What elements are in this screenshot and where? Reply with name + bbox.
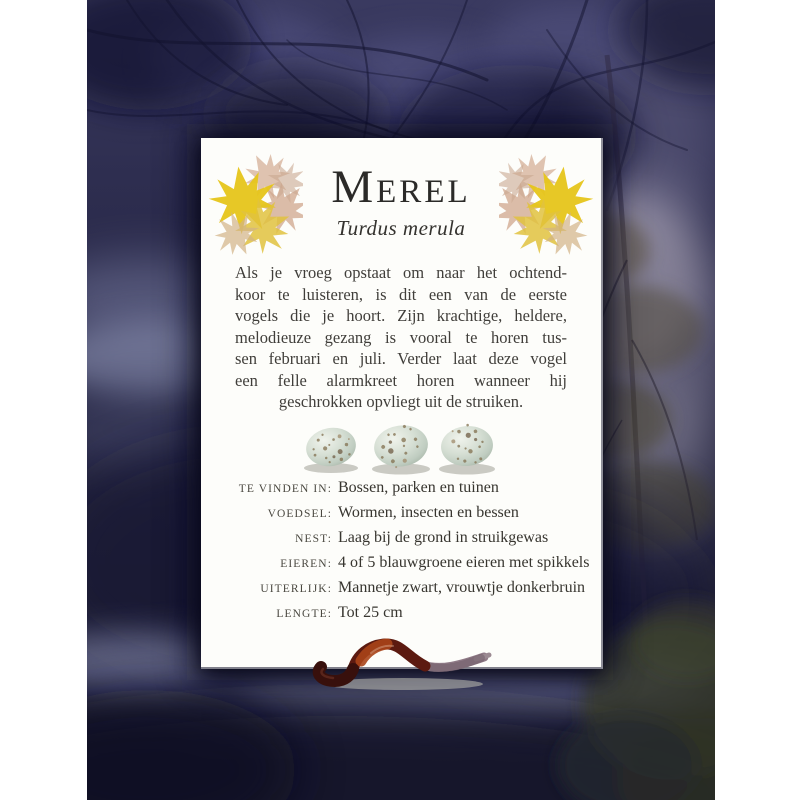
fact-row — [201, 529, 601, 547]
latin-name: Turdus merula — [336, 216, 466, 240]
intro-paragraph — [235, 262, 567, 413]
fact-row — [201, 604, 601, 622]
page-title: Merel — [331, 161, 471, 213]
fact-label: EIEREN: — [280, 557, 332, 570]
fact-label: VOEDSEL: — [267, 507, 332, 520]
eggs-photo — [286, 418, 516, 476]
intro-line: vogels die je hoort. Zijn krachtige, heldere, — [235, 306, 567, 325]
intro-line: Als je vroeg opstaat om naar het ochtend- — [235, 263, 567, 282]
intro-line: koor te luisteren, is dit een van de eerste — [235, 284, 567, 304]
fact-row — [201, 579, 601, 597]
fact-value: Mannetje zwart, vrouwtje donkerbruin — [338, 578, 586, 596]
fact-row — [201, 554, 601, 572]
intro-line: een felle alarmkreet horen wanneer hij — [235, 370, 567, 390]
fact-value: Tot 25 cm — [338, 603, 403, 621]
fact-value: Bossen, parken en tuinen — [338, 478, 499, 496]
fact-value: Wormen, insecten en bessen — [338, 503, 519, 521]
facts-list — [201, 479, 601, 622]
intro-line: melodieuze gezang is vooral te horen tus- — [235, 327, 567, 347]
fact-value: Laag bij de grond in struikgewas — [338, 528, 549, 546]
fact-value: 4 of 5 blauwgroene eieren met spikkels — [338, 553, 590, 571]
fact-row — [201, 504, 601, 522]
fact-label: TE VINDEN IN: — [238, 482, 332, 495]
intro-line: sen februari en juli. Verder laat deze vogel — [235, 349, 567, 368]
fact-label: UITERLIJK: — [260, 582, 332, 595]
maple-leaves-icon — [499, 142, 599, 257]
fact-label: LENGTE: — [276, 607, 332, 620]
intro-line: geschrokken opvliegt uit de struiken. — [278, 392, 524, 411]
fact-label: NEST: — [295, 532, 332, 545]
maple-leaves-icon — [203, 142, 303, 257]
species-card — [201, 138, 603, 669]
fact-row — [201, 479, 601, 497]
earthworm-photo — [291, 629, 511, 693]
